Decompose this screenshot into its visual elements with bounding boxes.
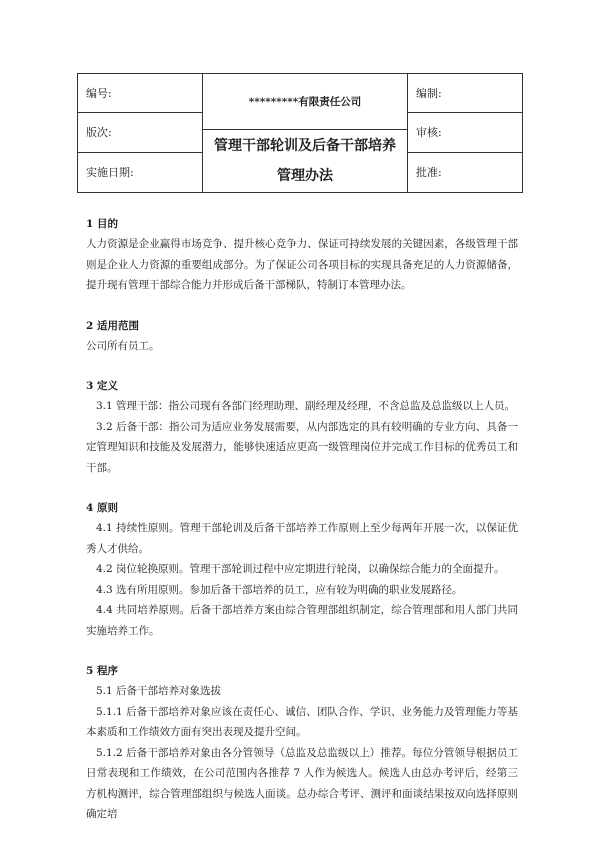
version-label: 版次: <box>78 113 203 152</box>
title-line-2: 管理办法 <box>277 168 333 184</box>
procedure-5-1-1: 5.1.1 后备干部培养对象应该在责任心、诚信、团队合作、学识、业务能力及管理能力等基本素质和工作绩效方面有突出表现及提升空间。 <box>86 705 518 738</box>
principle-4-3: 4.3 选有所用原则。参加后备干部培养的员工，应有较为明确的职业发展路径。 <box>96 583 463 596</box>
section-5-heading: 5 程序 <box>86 665 118 677</box>
procedure-5-1-2: 5.1.2 后备干部培养对象由各分管领导（总监及总监级以上）推荐。每位分管领导根据员工日常表现和工作绩效，在公司范围内各推荐 7 人作为候选人。候选人由总办考评后，经第三方机构测评，综合管理部组织与候选人面谈。总办综合考评、测评和面谈结果按双向选择原则确定培 <box>86 746 518 820</box>
document-title <box>203 130 407 192</box>
approve-label: 批准: <box>408 152 523 192</box>
definition-3-1: 3.1 管理干部：指公司现有各部门经理助理、副经理及经理，不含总监及总监级以上人员。 <box>96 400 516 412</box>
review-label: 审核: <box>408 113 523 152</box>
section-2-paragraph: 公司所有员工。 <box>86 339 160 352</box>
title-line-1: 管理干部轮训及后备干部培养 <box>214 138 396 154</box>
definition-3-2: 3.2 后备干部：指公司为适应业务发展需要，从内部选定的具有较明确的专业方向、具备一定管理知识和技能及发展潜力，能够快速适应更高一级管理岗位并完成工作目标的优秀员工和干部。 <box>86 420 518 474</box>
section-3-heading: 3 定义 <box>86 380 118 392</box>
title-cell <box>203 74 408 193</box>
principle-4-1: 4.1 持续性原则。管理干部轮训及后备干部培养工作原则上至少每两年开展一次，以保证优秀人才供给。 <box>86 522 518 555</box>
company-name: *********有限责任公司 <box>203 74 407 130</box>
principle-4-4: 4.4 共同培养原则。后备干部培养方案由综合管理部组织制定，综合管理部和用人部门共同实施培养工作。 <box>86 604 518 637</box>
number-label: 编号: <box>78 74 203 113</box>
procedure-5-1: 5.1 后备干部培养对象选拔 <box>96 685 222 697</box>
section-1-heading: 1 目的 <box>86 218 118 230</box>
section-1-paragraph: 人力资源是企业赢得市场竞争、提升核心竞争力、保证可持续发展的关键因素，各级管理干部则是企业人力资源的重要组成部分。为了保证公司各项目标的实现具备充足的人力资源储备，提升现有管理干部综合能力并形成后备干部梯队，特制订本管理办法。 <box>86 238 518 291</box>
document-header-table <box>77 73 523 193</box>
section-4-heading: 4 原则 <box>86 502 118 514</box>
principle-4-2: 4.2 岗位轮换原则。管理干部轮训过程中应定期进行轮岗，以确保综合能力的全面提升。 <box>96 563 505 575</box>
date-label: 实施日期: <box>78 152 203 192</box>
section-2-heading: 2 适用范围 <box>86 319 139 332</box>
document-body <box>86 214 518 825</box>
prepare-label: 编制: <box>408 74 523 113</box>
